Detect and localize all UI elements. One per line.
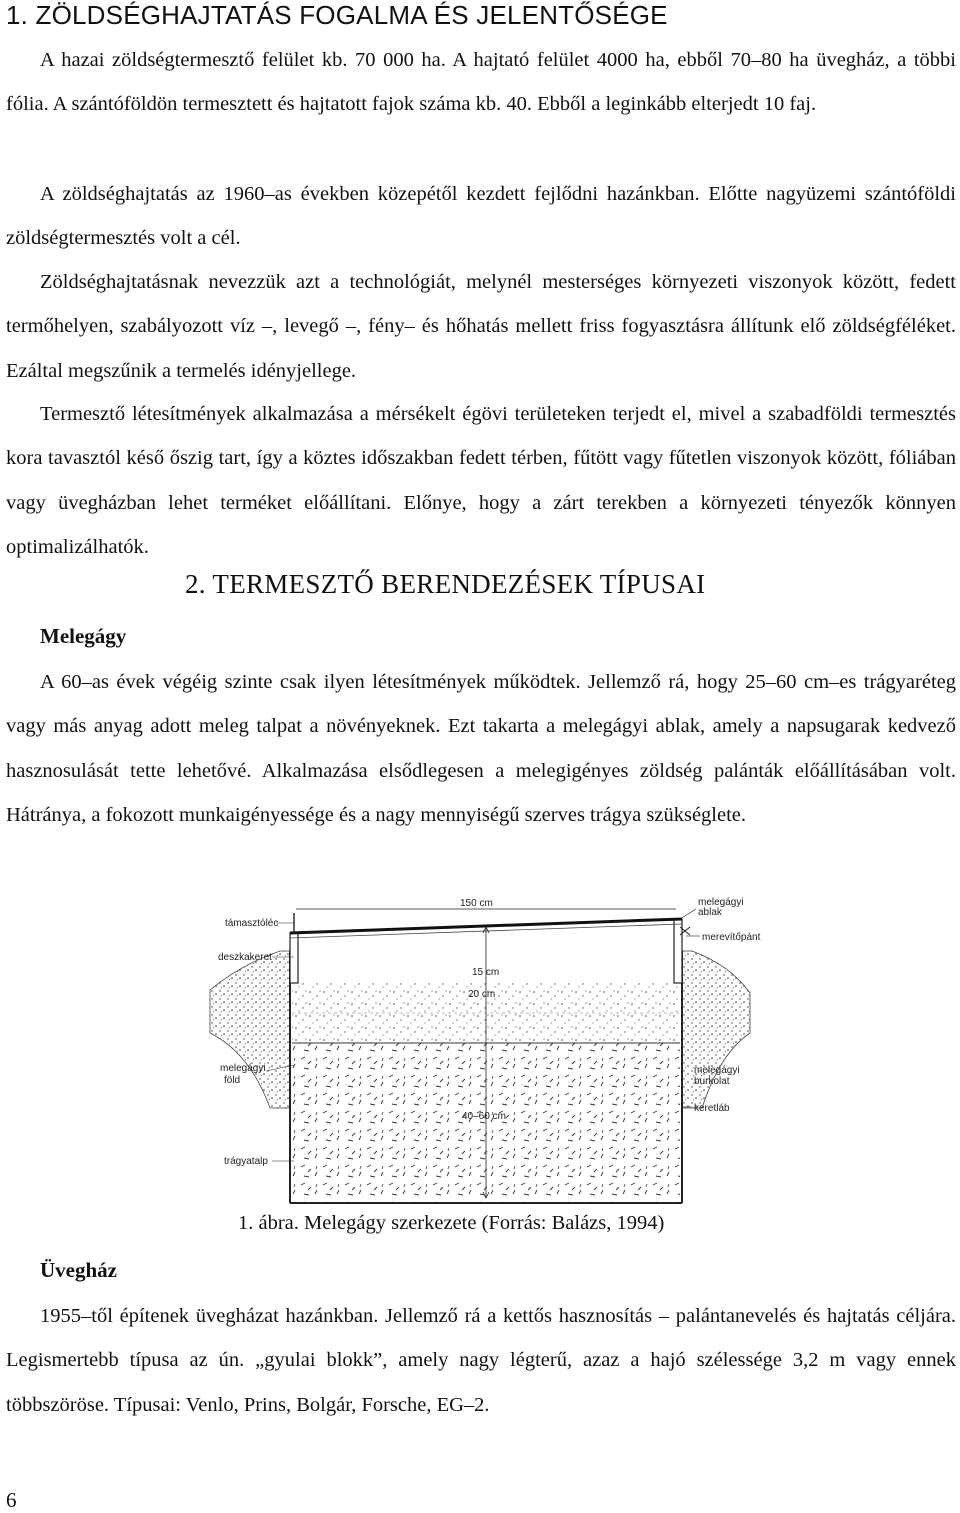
label-melegagyi-burkolat-2: burkolat — [694, 1076, 730, 1087]
label-150cm: 150 cm — [460, 898, 493, 909]
left-earth-mound — [210, 951, 290, 1108]
label-15cm: 15 cm — [472, 967, 500, 978]
label-melegagyi-ablak-1: melegágyi — [698, 897, 744, 908]
frame-board-left — [290, 933, 298, 983]
label-keretlab: keretláb — [694, 1103, 730, 1114]
figure-caption: 1. ábra. Melegágy szerkezete (Forrás: Balázs, 1994) — [238, 1212, 665, 1234]
hotbed-diagram — [210, 893, 761, 1205]
section-heading-2: 2. TERMESZTŐ BERENDEZÉSEK TÍPUSAI — [185, 569, 706, 599]
label-merevitopant: merevítőpánt — [702, 932, 761, 943]
label-20cm: 20 cm — [468, 989, 496, 1000]
paragraph-letesitmenyek: Termesztő létesítmények alkalmazása a mérsékelt égövi területeken terjedt el, mivel a szabadföldi termesztés kora tavasztól késő őszig tart, így a köztes időszakban fedett térben, fűtött vagy fűtetlen viszonyok között, fóliában vagy üvegházban lehet terméket előállítani. Előnye, hogy a zárt terekben a környezeti tényezők könnyen optimalizálhatók. — [6, 403, 956, 558]
label-melegagyi-fold-2: föld — [224, 1075, 241, 1086]
paragraph-fejlodes: A zöldséghajtatás az 1960–as években közepétől kezdett fejlődni hazánkban. Előtte nagyüzemi szántóföldi zöldségtermesztés volt a cél. — [6, 183, 956, 250]
label-40-60cm: 40–60 cm — [462, 1111, 506, 1122]
paragraph-hazai-terulet: A hazai zöldségtermesztő felület kb. 70 000 ha. A hajtató felület 4000 ha, ebből 70–80 ha üvegház, a többi fólia. A szántóföldön termesztett és hajtatott fajok száma kb. 40. Ebből a leginkább elterjedt 10 faj. — [6, 49, 956, 116]
frame-board-right — [674, 919, 682, 983]
label-melegagyi-burkolat-1: melegágyi — [694, 1065, 740, 1076]
label-melegagyi-ablak-2: ablak — [698, 907, 722, 918]
section-heading-1: 1. ZÖLDSÉGHAJTATÁS FOGALMA ÉS JELENTŐSÉGE — [6, 0, 668, 30]
label-melegagyi-fold-1: melegágyi — [220, 1063, 266, 1074]
paragraph-definicio: Zöldséghajtatásnak nevezzük azt a technológiát, melynél mesterséges környezeti viszonyok között, fedett termőhelyen, szabályozott víz –, levegő –, fény– és hőhatás mellett friss fogyasztásra állítunk elő zöldségféléket. Ezáltal megszűnik a termelés idényjellege. — [6, 271, 956, 382]
label-tamasztoléc: támasztóléc — [225, 918, 279, 929]
page-number: 6 — [6, 1488, 17, 1512]
subheading-melegagy: Melegágy — [40, 624, 127, 648]
subheading-uveghaz: Üvegház — [40, 1258, 117, 1282]
label-deszkakeret: deszkakeret — [218, 952, 272, 963]
paragraph-uveghaz: 1955–től építenek üvegházat hazánkban. Jellemző rá a kettős hasznosítás – palántanevelés és hajtatás céljára. Legismertebb típusa az ún. „gyulai blokk”, amely nagy légterű, azaz a hajó szélessége 3,2 m vagy ennek többszöröse. Típusai: Venlo, Prins, Bolgár, Forsche, EG–2. — [6, 1305, 956, 1416]
paragraph-melegagy: A 60–as évek végéig szinte csak ilyen létesítmények működtek. Jellemző rá, hogy 25–60 cm–es trágyaréteg vagy más anyag adott meleg talpat a növényeknek. Ezt takarta a melegágyi ablak, amely a napsugarak kedvező hasznosulását tette lehetővé. Alkalmazása elsődlegesen a melegigényes zöldség palánták előállításában volt. Hátránya, a fokozott munkaigényessége és a nagy mennyiségű szerves trágya szükséglete. — [6, 671, 956, 826]
label-tragyatalp: trágyatalp — [224, 1156, 268, 1167]
